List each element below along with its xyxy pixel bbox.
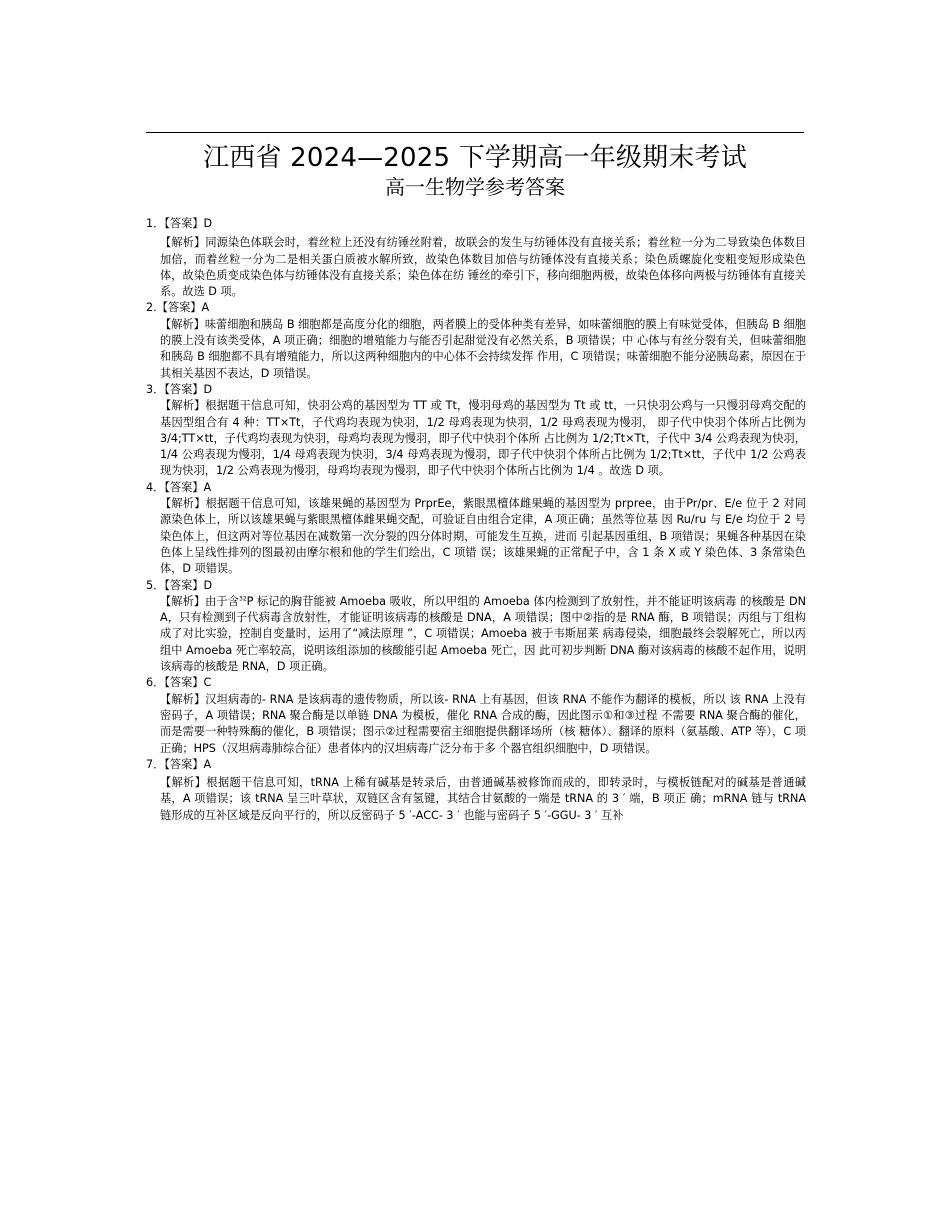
explanation: 【解析】汉坦病毒的- RNA 是该病毒的遗传物质，所以该- RNA 上有基因，但该 RNA 不能作为翻译的模板，所以 该 RNA 上没有密码子，A 项错误；RNA 聚合酶是以单链 DNA 为模板，催化 RNA 合成的酶，因此图示①和③过程 不需要 RNA 聚合酶的催化，而是需要一种特殊酶的催化，B 项错误；图示②过程需要宿主细胞提供翻译场所（核 糖体）、翻译的原料（氨基酸、ATP 等），C 项正确；HPS（汉坦病毒肺综合征）患者体内的汉坦病毒广泛分布于多 个器官组织细胞中，D 项错误。 <box>160 692 806 755</box>
question-number: 5． <box>146 578 165 592</box>
question-number: 4． <box>146 480 165 494</box>
explanation: 【解析】根据题干信息可知，tRNA 上稀有碱基是转录后，由普通碱基被修饰而成的，即转录时，与模板链配对的碱基是普通碱基，A 项错误；该 tRNA 呈三叶草状，双链区含有氢键，其结合甘氨酸的一端是 tRNA 的 3 ′ 端，B 项正 确；mRNA 链与 tRNA 链形成的互补区域是反向平行的，所以反密码子 5 ′-ACC- 3 ′ 也能与密码子 5 ′-GGU- 3 ′ 互补 <box>160 776 806 822</box>
explanation: 【解析】味蕾细胞和胰岛 B 细胞都是高度分化的细胞，两者膜上的受体种类有差异，如味蕾细胞的膜上有味觉受体，但胰岛 B 细胞的膜上没有该类受体，A 项正确；细胞的增殖能力与能否引起甜觉没有必然关系，B 项错误；中 心体与有丝分裂有关，但味蕾细胞和胰岛 B 细胞都不具有增殖能力，所以这两种细胞内的中心体不会持续发挥 作用，C 项错误；味蕾细胞不能分泌胰岛素，原因在于其相关基因不表达，D 项错误。 <box>160 317 806 380</box>
title-block <box>146 142 804 200</box>
answer-text: 【答案】A <box>156 301 210 315</box>
answer-text: 【答案】D <box>164 217 213 230</box>
answer-line <box>146 578 806 594</box>
question-7 <box>146 757 806 824</box>
question-number: 2. <box>146 301 157 315</box>
explanation-body: P 标记的胸苷能被 Amoeba 吸收，所以甲组的 Amoeba 体内检测到了放射性，并不能证明该病毒 的核酸是 DNA，只有检测到子代病毒含放射性，才能证明该病毒的核酸是 DNA，A 项错误；图中②指的是 RNA 酶，B 项错误；丙组与丁组构成了对比实验，控制自变量时，运用了“减法原理 ”，C 项错误；Amoeba 被于韦斯屈莱 病毒侵染，细胞最终会裂解死亡，所以丙组中 Amoeba 死亡率较高，说明该组添加的核酸能引起 Amoeba 死亡，因 此可初步判断 DNA 酶对该病毒的核酸不起作用，说明该病毒的核酸是 RNA，D 项正确。 <box>160 594 806 674</box>
question-number: 7． <box>146 757 165 771</box>
answer-line <box>146 480 806 496</box>
question-6 <box>146 675 806 756</box>
answer-line <box>146 675 806 691</box>
isotope-superscript: 32 <box>239 595 247 603</box>
explanation: 【解析】根据题干信息可知，该雄果蝇的基因型为 PrprEe，紫眼黑檀体雌果蝇的基因型为 prpree，由于Pr/pr、E/e 位于 2 对同源染色体上，所以该雄果蝇与紫眼黑檀体雌果蝇交配，可验证自由组合定律，A 项正确；虽然等位基 因 Ru/ru 与 E/e 均位于 2 号染色体上，但这两对等位基因在减数第一次分裂的四分体时期，可能发生互换，进而 引起基因重组，B 项错误；果蝇各种基因在染色体上呈线性排列的图最初由摩尔根和他的学生们绘出，C 项错 误；该雄果蝇的正常配子中，含 1 条 X 或 Y 染色体、3 条常染色体，D 项错误。 <box>160 497 806 576</box>
question-5 <box>146 578 806 676</box>
question-number: 1． <box>146 217 165 230</box>
answer-text: 【答案】D <box>164 578 213 592</box>
question-4 <box>146 480 806 578</box>
explanation: 【解析】同源染色体联会时，着丝粒上还没有纺锤丝附着，故联会的发生与纺锤体没有直接关系；着丝粒一分为二导致染色体数目加倍，而着丝粒一分为二是相关蛋白质被水解所致，故染色体数目加倍与纺锤体没有直接关系；染色质螺旋化变粗变短形成染色体，故染色质变成染色体与纺锤体没有直接关系；染色体在纺 锤丝的牵引下，移向细胞两极，故染色体移向两极与纺锤体有直接关系。故选 D 项。 <box>160 236 806 299</box>
answer-list <box>146 216 806 824</box>
answer-text: 【答案】D <box>164 382 213 396</box>
explanation <box>146 594 806 675</box>
question-number: 6． <box>146 676 165 690</box>
answer-text: 【答案】C <box>164 676 212 690</box>
explanation-lead: 【解析】由于含 <box>160 594 239 608</box>
answer-line <box>146 216 806 232</box>
answer-text: 【答案】A <box>164 757 212 771</box>
answer-line <box>146 300 806 316</box>
question-2 <box>146 300 806 381</box>
page-title: 江西省 2024—2025 下学期高一年级期末考试 <box>203 143 747 173</box>
answer-text: 【答案】A <box>164 480 212 494</box>
answer-line <box>146 757 806 773</box>
page-subtitle: 高一生物学参考答案 <box>385 175 565 199</box>
answer-line <box>146 382 806 398</box>
explanation: 【解析】根据题干信息可知，快羽公鸡的基因型为 TT 或 Tt，慢羽母鸡的基因型为 Tt 或 tt，一只快羽公鸡与一只慢羽母鸡交配的基因型组合有 4 种：TT×Tt，子代鸡均表现为快羽，1/2 母鸡表现为快羽，1/2 母鸡表现为慢羽， 即子代中快羽个体所占比例为 3/4;TT×tt，子代鸡均表现为快羽，母鸡均表现为慢羽，即子代中快羽个体所 占比例为 1/2;Tt×Tt，子代中 3/4 公鸡表现为快羽，1/4 公鸡表现为慢羽，1/4 母鸡表现为快羽，3/4 母鸡表现为慢羽，即子代中快羽个体所占比例为 1/2;Tt×tt，子代中 1/2 公鸡表现为快羽，1/2 公鸡表现为慢羽，母鸡均表现为慢羽，即子代中快羽个体所占比例为 1/4 。故选 D 项。 <box>160 399 806 478</box>
top-rule <box>146 132 804 133</box>
question-number: 3． <box>146 382 165 396</box>
question-3 <box>146 382 806 480</box>
question-1 <box>146 216 806 300</box>
